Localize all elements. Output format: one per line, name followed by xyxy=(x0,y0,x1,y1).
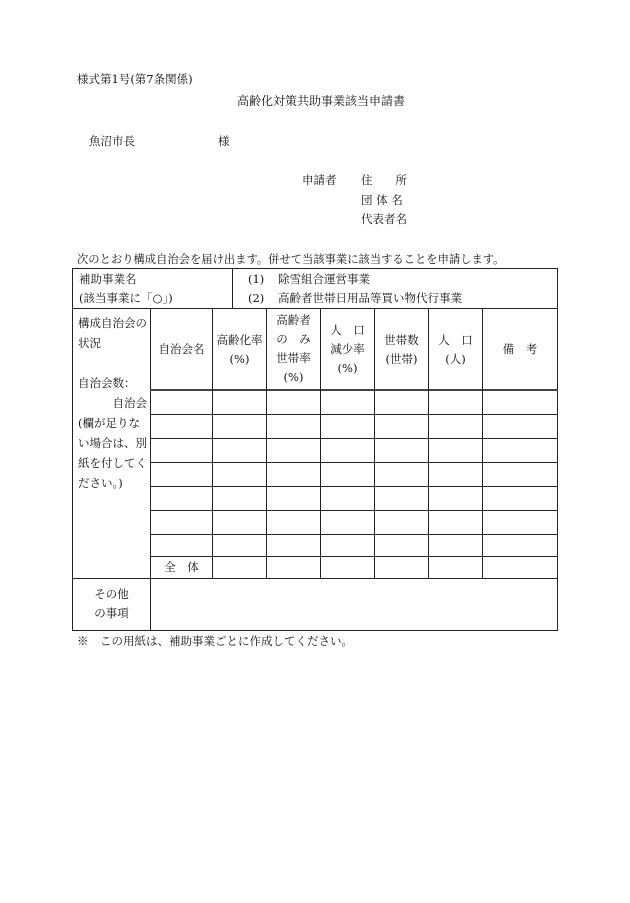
header-households: 世帯数 (世帯) xyxy=(384,333,419,366)
group-name-label: 団 体 名 xyxy=(361,193,403,207)
header-elderly-household-rate: 高齢者 の み 世帯率 (%) xyxy=(276,313,311,384)
council-entry-grid[interactable] xyxy=(151,391,557,556)
intro-text: 次のとおり構成自治会を届け出ます。併せて当該事業に該当することを申請します。 xyxy=(77,253,505,266)
header-aging-rate: 高齢化率 (%) xyxy=(216,333,263,366)
form-number: 様式第1号(第7条関係) xyxy=(77,72,193,86)
header-population-decline-rate: 人 口 減少率 (%) xyxy=(330,323,365,375)
other-matters-label: その他 の事項 xyxy=(94,587,129,620)
header-council-name: 自治会名 xyxy=(158,342,205,356)
project-option-2[interactable]: 高齢者世帯日用品等買い物代行事業 xyxy=(278,291,462,305)
project-option-2-num: (2) xyxy=(248,291,265,305)
total-label: 全 体 xyxy=(164,560,199,574)
project-option-1-num: (1) xyxy=(248,272,265,286)
project-label: 補助事業名 xyxy=(79,272,137,286)
footnote: ※ この用紙は、補助事業ごとに作成してください。 xyxy=(77,634,353,648)
project-option-1[interactable]: 除雪組合運営事業 xyxy=(278,272,370,286)
address-label: 住 所 xyxy=(361,173,407,187)
addressee-honorific: 様 xyxy=(218,134,230,148)
header-population: 人 口 (人) xyxy=(438,333,473,366)
applicant-label: 申請者 xyxy=(302,173,337,187)
representative-label: 代表者名 xyxy=(361,212,407,226)
header-remarks: 備 考 xyxy=(502,342,538,356)
project-label-note: (該当事業に「○」) xyxy=(79,291,173,305)
document-title: 高齢化対策共助事業該当申請書 xyxy=(237,94,406,108)
addressee-name: 魚沼市長 xyxy=(89,134,135,148)
composition-label: 構成自治会の 状況 自治会数： 自治会 (欄が足りな い場合は、別 紙を付してく ださい。) xyxy=(78,316,147,490)
other-matters-field[interactable] xyxy=(151,579,557,630)
